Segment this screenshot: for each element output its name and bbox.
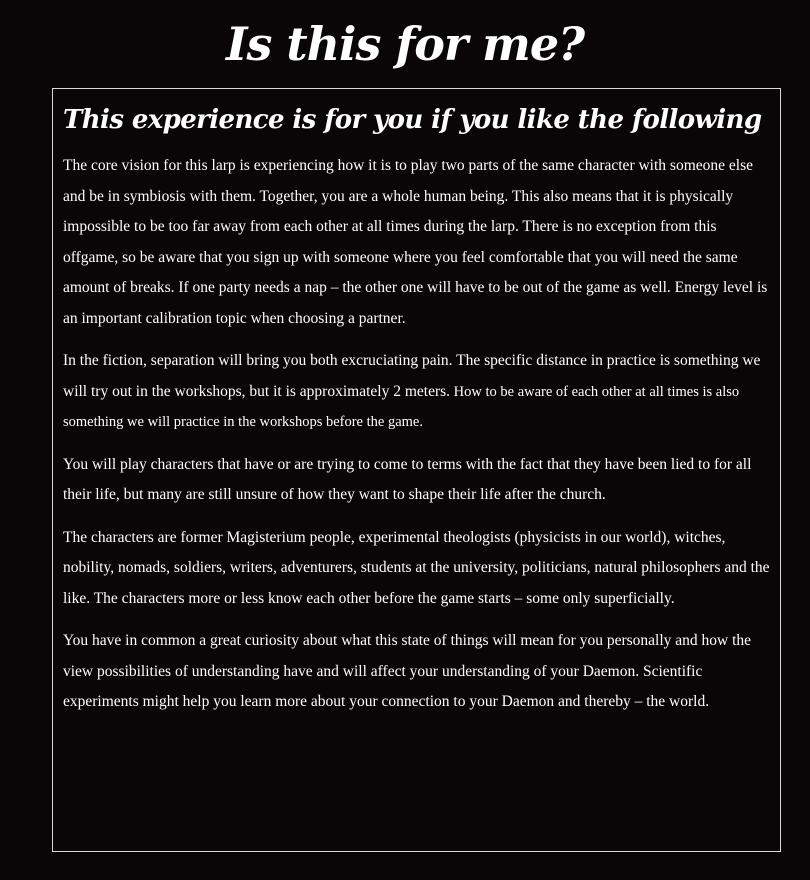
- paragraph-separation-text-a: In the fiction, separation will bring you both excruciating pain. The specific distance in practice is something we will try out in the workshops, but it is approximately 2 meters.: [63, 352, 761, 400]
- paragraph-separation: [63, 346, 770, 438]
- paragraph-character-types: The characters are former Magisterium people, experimental theologists (physicists in our world), witches, nobility, nomads, soldiers, writers, adventurers, students at the university, politicians, natural philosophers and the like. The characters more or less know each other before the game starts – some only superficially.: [63, 528, 770, 607]
- paragraph-characters-lied: You will play characters that have or are trying to come to terms with the fact that they have been lied to for all their life, but many are still unsure of how they want to shape their life after the church.: [63, 455, 752, 503]
- content-box: [52, 88, 781, 852]
- paragraph-vision: The core vision for this larp is experiencing how it is to play two parts of the same character with someone else and be in symbiosis with them. Together, you are a whole human being. This also means that it is physically impossible to be too far away from each other at all times during the larp. There is no exception from this offgame, so be aware that you sign up with someone where you feel comfortable that you will need the same amount of breaks. If one party needs a nap – the other one will have to be out of the game as well. Energy level is an important calibration topic when choosing a partner.: [63, 157, 768, 327]
- page-title: Is this for me?: [225, 17, 585, 71]
- paragraph-separation-text-b: How to be aware of each other at all times is also something we will practice in the workshops before the game.: [63, 383, 740, 430]
- paragraph-curiosity: You have in common a great curiosity about what this state of things will mean for you personally and how the view possibilities of understanding have and will affect your understanding of your Daemon. Scientific experiments might help you learn more about your connection to your Daemon and thereby – the world.: [63, 632, 752, 710]
- section-heading: This experience is for you if you like the following: [63, 105, 762, 135]
